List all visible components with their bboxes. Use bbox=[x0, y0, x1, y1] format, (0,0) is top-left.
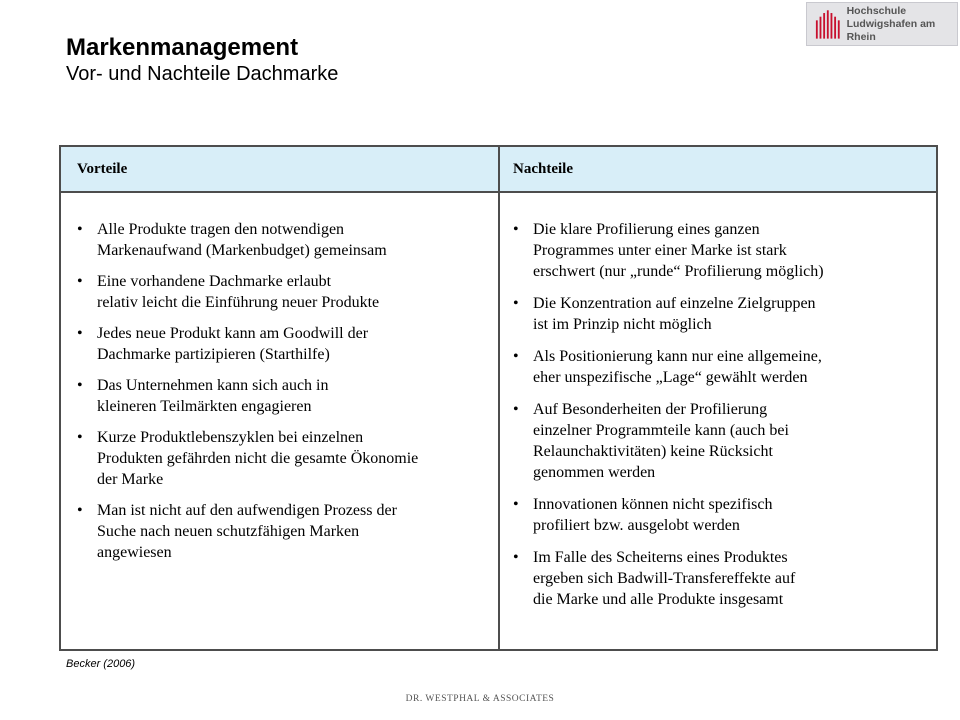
source-citation: Becker (2006) bbox=[66, 658, 136, 670]
item-text: Innovationen können nicht spezifisch profiliert bzw. ausgelobt werden bbox=[533, 496, 773, 534]
bullet-icon: • bbox=[77, 221, 83, 238]
column-divider bbox=[498, 147, 500, 649]
item-text: Eine vorhandene Dachmarke erlaubt relativ leicht die Einführung neuer Produkte bbox=[97, 273, 380, 311]
list-item bbox=[75, 271, 485, 313]
list-item bbox=[75, 375, 485, 417]
item-text: Auf Besonderheiten der Profilierung einzelner Programmteile kann (auch bei Relaunchaktivitäten) keine Rücksicht genommen werden bbox=[533, 401, 789, 481]
bullet-icon: • bbox=[513, 496, 519, 513]
bullet-icon: • bbox=[77, 377, 83, 394]
bullet-icon: • bbox=[77, 502, 83, 519]
item-text: Die klare Profilierung eines ganzen Programmes unter einer Marke ist stark erschwert (nur „runde“ Profilierung möglich) bbox=[533, 221, 824, 280]
list-item bbox=[511, 494, 931, 536]
bullet-icon: • bbox=[77, 273, 83, 290]
bullet-icon: • bbox=[513, 221, 519, 238]
vorteile-list bbox=[75, 219, 485, 573]
list-item bbox=[75, 219, 485, 261]
list-item bbox=[75, 323, 485, 365]
list-item bbox=[75, 500, 485, 563]
logo-line-2: Ludwigshafen am Rhein bbox=[846, 17, 936, 43]
logo-line-1: Hochschule bbox=[846, 4, 907, 17]
item-text: Alle Produkte tragen den notwendigen Markenaufwand (Markenbudget) gemeinsam bbox=[97, 221, 387, 259]
header-nachteile: Nachteile bbox=[513, 161, 573, 177]
bullet-icon: • bbox=[77, 325, 83, 342]
bullet-icon: • bbox=[513, 348, 519, 365]
list-item bbox=[511, 399, 931, 483]
header-vorteile: Vorteile bbox=[77, 161, 128, 177]
logo-bars-icon bbox=[815, 6, 841, 42]
list-item bbox=[511, 346, 931, 388]
comparison-table bbox=[59, 145, 938, 651]
list-item bbox=[511, 293, 931, 335]
title-block bbox=[66, 34, 338, 86]
item-text: Die Konzentration auf einzelne Zielgruppen ist im Prinzip nicht möglich bbox=[533, 295, 816, 333]
list-item bbox=[511, 219, 931, 282]
page-subtitle: Vor- und Nachteile Dachmarke bbox=[66, 63, 339, 85]
footer-text: DR. WESTPHAL & ASSOCIATES bbox=[405, 694, 555, 704]
logo-text bbox=[847, 5, 957, 44]
page-title: Markenmanagement bbox=[66, 34, 299, 61]
item-text: Im Falle des Scheiterns eines Produktes ergeben sich Badwill-Transfereffekte auf die Marke und alle Produkte insgesamt bbox=[533, 549, 796, 608]
nachteile-list bbox=[511, 219, 931, 621]
university-logo bbox=[806, 2, 958, 46]
item-text: Jedes neue Produkt kann am Goodwill der Dachmarke partizipieren (Starthilfe) bbox=[97, 325, 369, 363]
item-text: Man ist nicht auf den aufwendigen Prozess der Suche nach neuen schutzfähigen Marken angewiesen bbox=[97, 502, 397, 561]
bullet-icon: • bbox=[513, 401, 519, 418]
item-text: Als Positionierung kann nur eine allgemeine, eher unspezifische „Lage“ gewählt werden bbox=[533, 348, 822, 386]
item-text: Kurze Produktlebenszyklen bei einzelnen Produkten gefährden nicht die gesamte Ökonomie der Marke bbox=[97, 429, 419, 488]
item-text: Das Unternehmen kann sich auch in kleineren Teilmärkten engagieren bbox=[97, 377, 329, 415]
bullet-icon: • bbox=[513, 295, 519, 312]
list-item bbox=[75, 427, 485, 490]
list-item bbox=[511, 547, 931, 610]
bullet-icon: • bbox=[513, 549, 519, 566]
bullet-icon: • bbox=[77, 429, 83, 446]
